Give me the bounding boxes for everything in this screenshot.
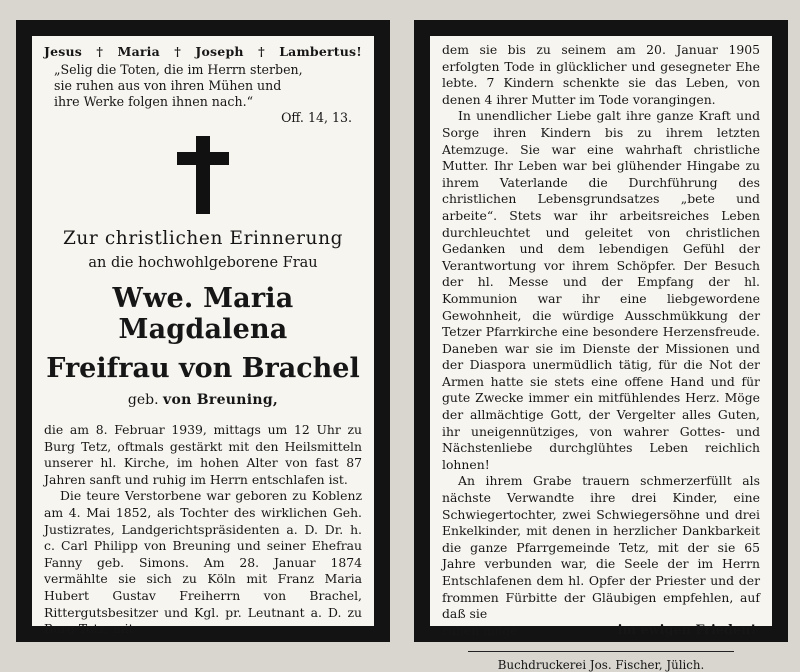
bible-quote <box>44 62 362 126</box>
closing-left: ruhen möge <box>442 622 518 638</box>
divider <box>468 651 734 652</box>
birth-surname: von Breuning, <box>163 392 279 408</box>
saint-joseph: Joseph <box>195 44 244 59</box>
right-card-paper <box>430 36 772 672</box>
closing-right: im ewigen Frieden! <box>617 622 756 638</box>
obituary-paragraph-2: Die teure Verstorbene war geboren zu Koblenz am 4. Mai 1852, als Tochter des wirklichen Geh. Justizrates, Landgerichtspräsidenten a. D. Dr. h. c. Carl Philipp von Breuning und seiner Ehefrau Fanny geb. Simons. Am 28. Januar 1874 vermählte sie sich zu Köln mit Franz Maria Hubert Gustav Freiherrn von Brachel, Rittergutsbesitzer und Kgl. pr. Leutnant a. D. zu Burg Tetz, mit <box>44 488 362 637</box>
quote-line: ihre Werke folgen ihnen nach.“ <box>54 94 254 109</box>
latin-cross-icon <box>177 136 229 214</box>
cross-mark: † <box>96 44 104 59</box>
left-card <box>16 20 390 642</box>
obituary-paragraph-1: die am 8. Februar 1939, mittags um 12 Uhr zu Burg Tetz, oftmals gestärkt mit den Heilsmitteln unserer hl. Kirche, im hohen Alter von fast 87 Jahren sanft und ruhig im Herrn entschlafen ist. <box>44 422 362 487</box>
birth-name <box>44 392 362 408</box>
deceased-name-line2: Freifrau von Brachel <box>46 353 360 384</box>
quote-line: sie ruhen aus von ihren Mühen und <box>54 78 282 93</box>
cross-container <box>44 136 362 216</box>
obituary-paragraph-4: In unendlicher Liebe galt ihre ganze Kraft und Sorge ihren Kindern bis zu ihrem letzten Atemzuge. Sie war eine wahrhaft christliche Mutter. Ihr Leben war bei glühender Hingabe zu ihrem Vaterlande die Durchführung des christlichen Lebensgrundsatzes „bete und arbeite“. Stets war ihr arbeitsreiches Leben durchleuchtet und geleitet von christlichen Gedanken und dem lebendigen Gefühl der Verantwortung vor ihrem Schöpfer. Der Besuch der hl. Messe und der Empfang der hl. Kommunion war ihr eine liebgewordene Gewohnheit, die würdige Ausschmükkung der Tetzer Pfarrkirche eine besondere Herzensfreude. Daneben war sie im Dienste der Missionen und der Diaspora unermüdlich tätig, für die Not der Armen hatte sie stets eine offene Hand und für gute Zwecke immer ein mitfühlendes Herz. Möge der allmächtige Gott, der Vergelter alles Guten, ihr uneigennütziges, von wahrer Gottes- und Nächstenliebe durchglühtes Leben reichlich lohnen! <box>442 108 760 472</box>
birth-prefix: geb. <box>127 392 159 408</box>
obituary-paragraph-5: An ihrem Grabe trauern schmerzerfüllt als nächste Verwandte ihre drei Kinder, eine Schwiegertochter, zwei Schwiegersöhne und drei Enkelkinder, mit denen in herzlicher Dankbarkeit die ganze Pfarrgemeinde Tetz, mit der sie 65 Jahre verbunden war, die Seele der im Herrn Entschlafenen dem hl. Opfer der Priester und der frommen Fürbitte der Gläubigen empfehlen, auf daß sie <box>442 473 760 622</box>
cross-mark: † <box>258 44 265 59</box>
closing-line <box>442 623 760 640</box>
saint-jesus: Jesus <box>44 44 83 59</box>
printer-imprint: Buchdruckerei Jos. Fischer, Jülich. <box>497 658 705 672</box>
right-card <box>414 20 788 672</box>
quote-reference: Off. 14, 13. <box>281 110 352 125</box>
addressed-to: an die hochwohlgeborene Frau <box>88 255 318 271</box>
saint-maria: Maria <box>117 44 160 59</box>
obituary-paragraph-3: dem sie bis zu seinem am 20. Januar 1905 erfolgten Tode in glücklicher und gesegneter Ehe lebte. 7 Kindern schenkte sie das Leben, von denen 4 ihrer Mutter im Tode vorangingen. <box>442 42 760 107</box>
saint-lambertus: Lambertus! <box>279 44 362 59</box>
left-card-paper <box>32 36 374 637</box>
deceased-name-line1: Wwe. Maria Magdalena <box>112 283 294 345</box>
memorial-heading: Zur christlichen Erinnerung <box>62 228 344 249</box>
saints-invocation <box>44 44 362 59</box>
quote-line: „Selig die Toten, die im Herrn sterben, <box>54 62 303 77</box>
cross-mark: † <box>174 44 182 59</box>
